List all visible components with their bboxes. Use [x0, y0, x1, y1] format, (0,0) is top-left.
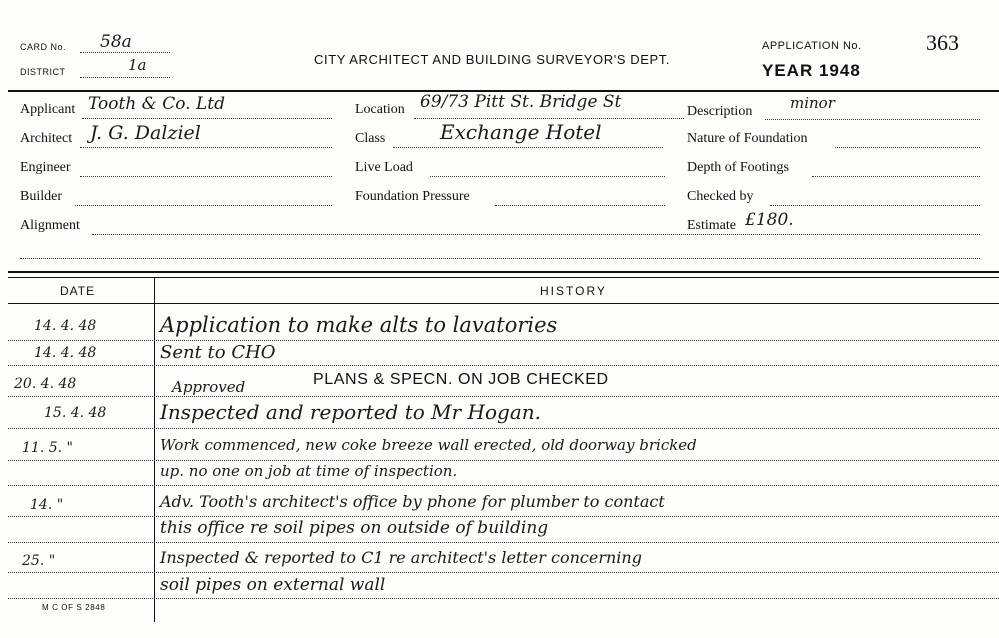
card-no-value: 58a [100, 32, 132, 52]
estimate-label: Estimate [687, 218, 736, 233]
history-header: HISTORY [540, 284, 607, 298]
live-load-label: Live Load [355, 160, 413, 175]
plans-checked-stamp: PLANS & SPECN. ON JOB CHECKED [313, 371, 609, 388]
depth-of-footings-label: Depth of Footings [687, 160, 789, 175]
application-no-label: APPLICATION No. [762, 40, 862, 52]
history-header-rule [8, 303, 999, 304]
row-line [8, 598, 999, 599]
date-column-divider [154, 277, 155, 622]
class-label: Class [355, 131, 386, 146]
engineer-line [80, 176, 332, 177]
district-line [80, 77, 170, 78]
engineer-label: Engineer [20, 160, 71, 175]
live-load-line [430, 176, 665, 177]
row-line [8, 572, 999, 573]
history-date: 14. " [30, 497, 64, 513]
row-line [8, 485, 999, 486]
history-top-rule [8, 271, 999, 273]
foundation-pressure-line [495, 205, 665, 206]
history-entry: Inspected and reported to Mr Hogan. [160, 400, 541, 424]
history-entry: Adv. Tooth's architect's office by phone for plumber to contact [160, 492, 665, 511]
depth-line [812, 176, 980, 177]
foundation-pressure-label: Foundation Pressure [355, 189, 470, 204]
row-line [8, 340, 999, 341]
class-line [393, 147, 663, 148]
history-date: 14. 4. 48 [34, 345, 97, 361]
district-value: 1a [128, 56, 147, 74]
application-no-value: 363 [926, 30, 959, 55]
history-entry: Sent to CHO [160, 342, 276, 363]
row-line [8, 516, 999, 517]
alignment-label: Alignment [20, 218, 80, 233]
date-header: DATE [60, 284, 96, 298]
history-entry: Application to make alts to lavatories [160, 313, 558, 337]
alignment-line [92, 234, 980, 235]
builder-line [75, 205, 332, 206]
architect-label: Architect [20, 131, 73, 146]
card-no-label: CARD No. [20, 42, 67, 52]
applicant-label: Applicant [20, 102, 76, 117]
history-entry: Work commenced, new coke breeze wall erected, old doorway bricked [160, 436, 697, 454]
history-entry: soil pipes on external wall [160, 575, 386, 595]
location-label: Location [355, 102, 405, 117]
checked-line [770, 205, 980, 206]
history-date: 14. 4. 48 [34, 318, 97, 334]
architect-line [80, 147, 332, 148]
history-date: 11. 5. " [22, 440, 73, 456]
location-line [414, 118, 684, 119]
builder-label: Builder [20, 189, 62, 204]
nature-line [835, 147, 980, 148]
nature-of-foundation-label: Nature of Foundation [687, 131, 808, 146]
district-label: DISTRICT [20, 67, 66, 77]
applicant-line [82, 118, 332, 119]
history-top-rule-2 [8, 277, 999, 278]
form-code: M C OF S 2848 [42, 603, 106, 612]
history-entry: up. no one on job at time of inspection. [160, 462, 458, 480]
location-value: 69/73 Pitt St. Bridge St [420, 92, 622, 112]
row-line [8, 365, 999, 366]
history-entry: this office re soil pipes on outside of building [160, 518, 549, 538]
description-value: minor [790, 94, 835, 112]
history-date: 15. 4. 48 [44, 405, 107, 421]
row-line [8, 542, 999, 543]
estimate-value: £180. [745, 210, 794, 230]
year-label: YEAR 1948 [762, 61, 861, 80]
description-line [765, 119, 980, 120]
department-title: CITY ARCHITECT AND BUILDING SURVEYOR'S DEPT. [314, 52, 671, 67]
description-label: Description [687, 104, 753, 119]
row-line [8, 460, 999, 461]
checked-by-label: Checked by [687, 189, 754, 204]
history-date: 20. 4. 48 [14, 376, 77, 392]
class-value: Exchange Hotel [440, 120, 602, 144]
extra-line [20, 258, 980, 259]
card-no-line [80, 52, 170, 53]
applicant-value: Tooth & Co. Ltd [88, 94, 225, 114]
architect-value: J. G. Dalziel [90, 122, 201, 144]
history-entry: Approved [172, 378, 246, 396]
history-entry: Inspected & reported to C1 re architect's letter concerning [160, 548, 642, 567]
row-line [8, 396, 999, 397]
history-date: 25. " [22, 553, 56, 569]
row-line [8, 428, 999, 429]
